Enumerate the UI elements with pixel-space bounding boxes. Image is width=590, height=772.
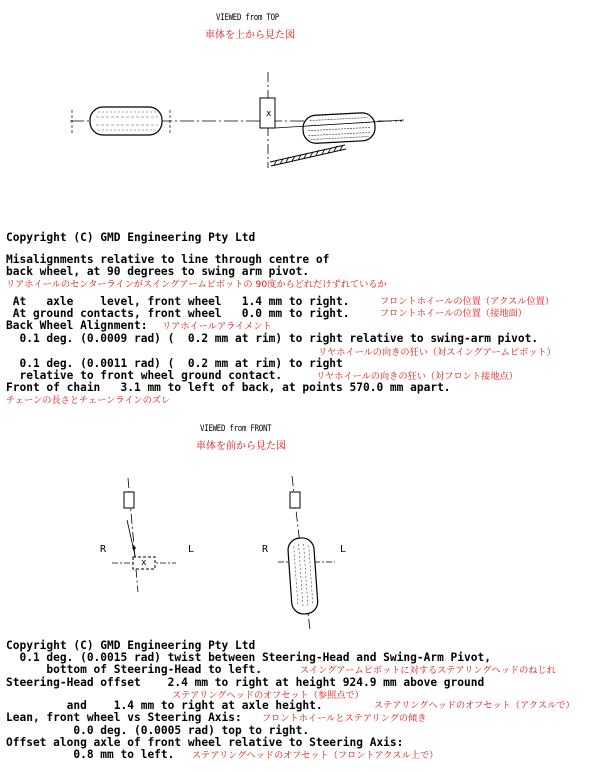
chain-line: Front of chain 3.1 mm to left of back, at points 570.0 mm apart. bbox=[6, 381, 451, 394]
bwa-line1-jp: リヤホイールの向きの狂い（対スイングアームピボット） bbox=[318, 347, 556, 358]
rear-tyre-top bbox=[90, 107, 162, 135]
bwa-line3: relative to front wheel ground contact. bbox=[6, 369, 283, 382]
chain-top bbox=[270, 145, 346, 166]
top-center-mark: x bbox=[266, 109, 272, 119]
left-R-label: R bbox=[100, 544, 107, 555]
front-view-title-jp: 車体を前から見た図 bbox=[196, 441, 286, 452]
offaxle-line1: Offset along axle of front wheel relative to Steering Axis: bbox=[6, 736, 404, 749]
bwa-line1: 0.1 deg. (0.0009 rad) ( 0.2 mm at rim) to right relative to swing-arm pivot. bbox=[6, 332, 539, 345]
front-view-title: VIEWED from FRONT bbox=[200, 424, 272, 434]
offset-jp1: ステアリングヘッドのオフセット（参照点で） bbox=[172, 690, 364, 701]
ground-line: At ground contacts, front wheel 0.0 mm to right. bbox=[6, 307, 350, 320]
twist-line1: 0.1 deg. (0.0015 rad) twist between Steering-Head and Swing-Arm Pivot, bbox=[6, 651, 491, 664]
front-view-left-diagram bbox=[112, 478, 176, 592]
offset-line2: and 1.4 mm to right at axle height. bbox=[6, 699, 323, 712]
top-view-title: VIEWED from TOP bbox=[216, 13, 279, 23]
twist-jp: スイングアームピボットに対するステアリングヘッドのねじれ bbox=[300, 665, 556, 676]
top-view-diagram bbox=[70, 72, 404, 168]
offaxle-jp: ステアリングヘッドのオフセット（フロントアクスル上で） bbox=[192, 750, 439, 761]
lean-line1: Lean, front wheel vs Steering Axis: bbox=[6, 711, 242, 724]
left-center-mark: x bbox=[141, 558, 147, 568]
copyright-front: Copyright (C) GMD Engineering Pty Ltd bbox=[6, 639, 256, 652]
axle-jp: フロントホイールの位置（アクスル位置） bbox=[380, 296, 555, 307]
front-tyre-top bbox=[302, 112, 375, 144]
front-view-right-diagram bbox=[278, 476, 335, 630]
left-L-label: L bbox=[188, 544, 195, 555]
copyright-top: Copyright (C) GMD Engineering Pty Ltd bbox=[6, 231, 256, 244]
left-axis-dot bbox=[132, 546, 135, 549]
bwa-jp: リアホイールアライメント bbox=[162, 321, 272, 332]
front-tyre-front-view bbox=[287, 537, 318, 615]
ground-jp: フロントホイールの位置（接地面） bbox=[380, 308, 527, 319]
bwa-label: Back Wheel Alignment: bbox=[6, 319, 148, 332]
offset-line1: Steering-Head offset 2.4 mm to right at height 924.9 mm above ground bbox=[6, 676, 485, 689]
axle-line: At axle level, front wheel 1.4 mm to right. bbox=[6, 295, 350, 308]
right-L-label: L bbox=[340, 544, 347, 555]
right-head-marker bbox=[290, 492, 300, 508]
right-R-label: R bbox=[262, 544, 269, 555]
misalign-jp: リアホイールのセンターラインがスイングアームピボットの 90度からどれだけずれているか bbox=[6, 279, 387, 290]
chain-jp: チェーンの長さとチェーンラインのズレ bbox=[6, 395, 171, 406]
left-head-marker bbox=[124, 492, 134, 508]
lean-jp: フロントホイールとステアリングの傾き bbox=[262, 713, 427, 724]
left-steering-axis bbox=[127, 520, 136, 560]
bwa-line3-jp: リヤホイールの向きの狂い（対フロント接地点） bbox=[316, 371, 518, 382]
misalign-line1: Misalignments relative to line through centre of bbox=[6, 253, 330, 266]
offset-jp2: ステアリングヘッドのオフセット（アクスルで） bbox=[374, 700, 575, 711]
misalign-line2: back wheel, at 90 degrees to swing arm pivot. bbox=[6, 265, 310, 278]
bwa-line2: 0.1 deg. (0.0011 rad) ( 0.2 mm at rim) to right bbox=[6, 357, 343, 370]
lean-line2: 0.0 deg. (0.0005 rad) top to right. bbox=[6, 724, 310, 737]
twist-line2: bottom of Steering-Head to left. bbox=[6, 663, 262, 676]
top-view-title-jp: 車体を上から見た図 bbox=[205, 30, 295, 41]
offaxle-line2: 0.8 mm to left. bbox=[6, 748, 175, 761]
